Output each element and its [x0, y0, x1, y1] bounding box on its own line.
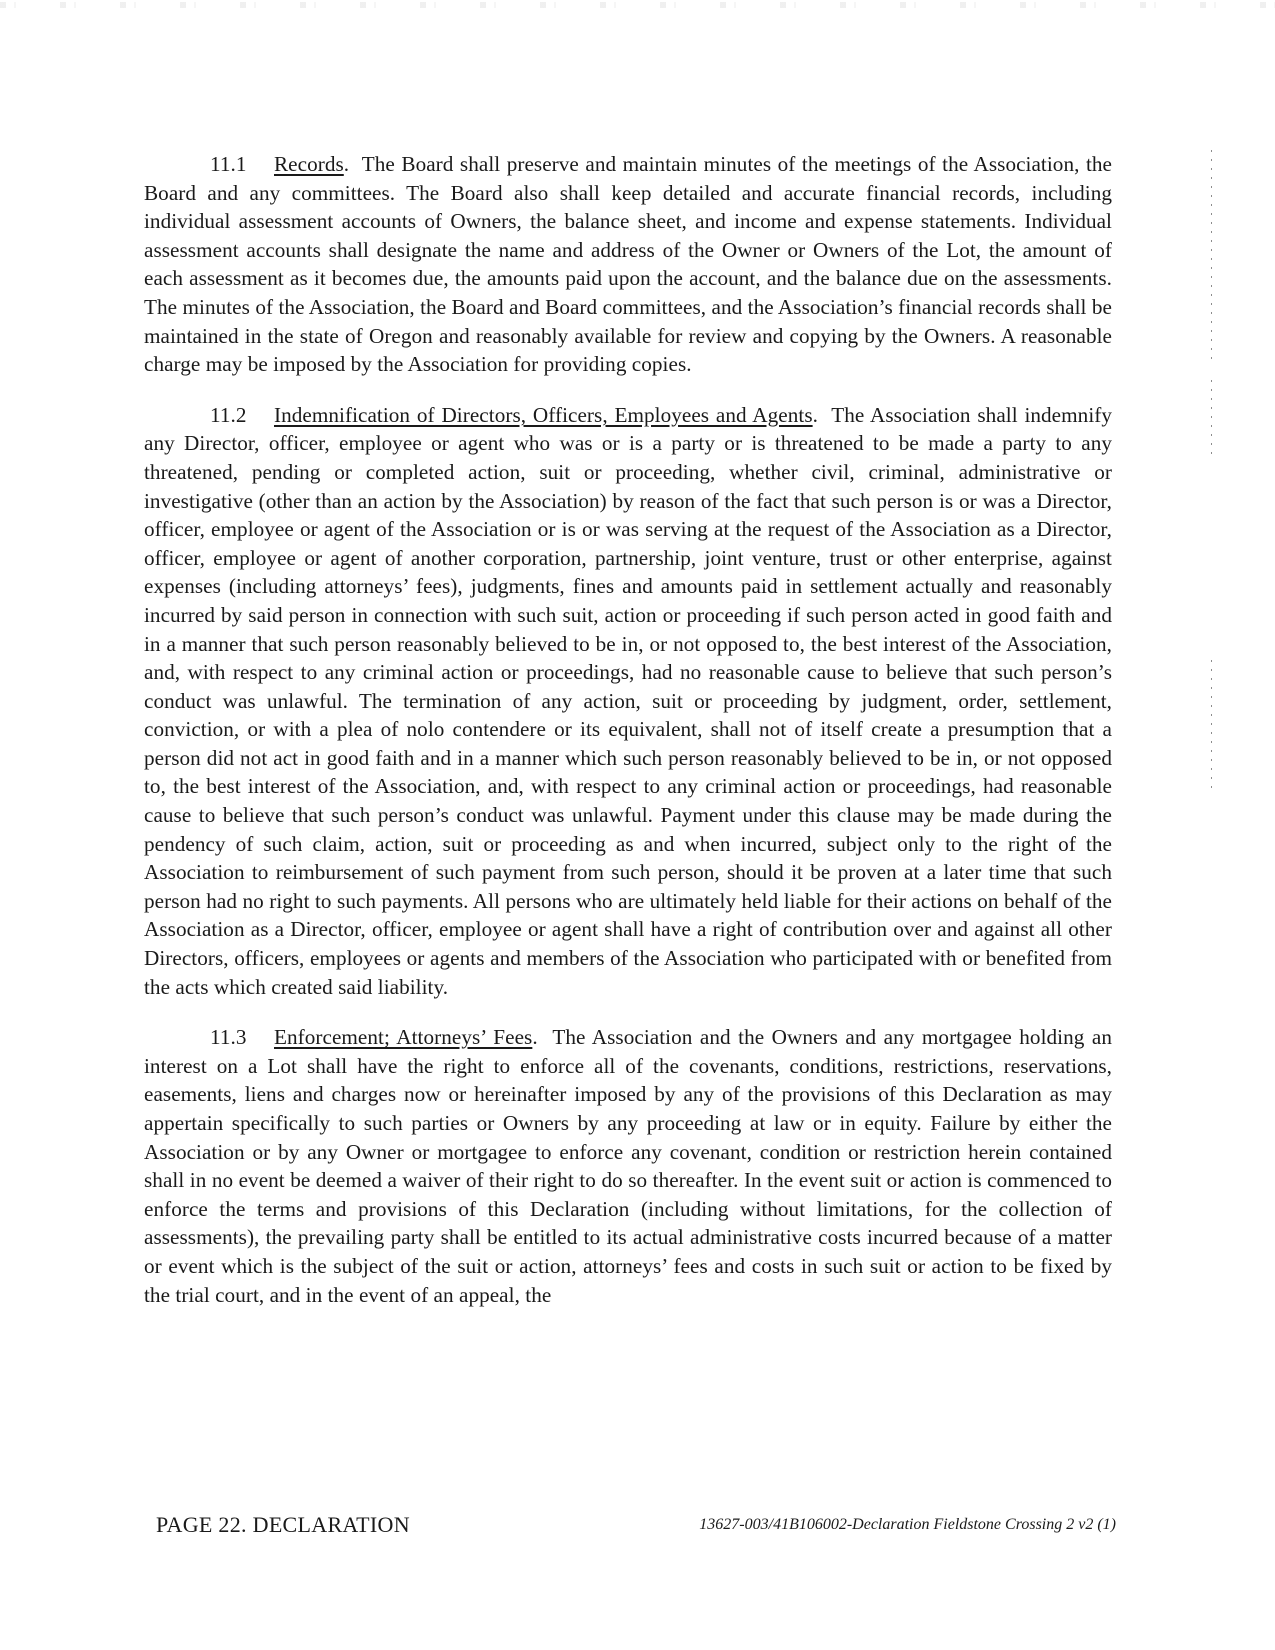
section-heading: Indemnification of Directors, Officers, Employees and Agents: [274, 402, 813, 427]
section-number: 11.1: [210, 152, 247, 176]
scan-artifact-margin: [1211, 660, 1212, 790]
section-heading: Records: [274, 152, 344, 176]
file-reference: 13627-003/41B106002-Declaration Fieldstone Crossing 2 v2 (1): [699, 1516, 1116, 1533]
section-11-2: 11.2 Indemnification of Directors, Officers, Employees and Agents. The Association shall indemnify any Director, officer, employee or agent who was or is a party or is threatened to be made a party to any threatened, pending or completed action, suit or proceeding, whether civil, criminal, administrative or investigative (other than an action by the Association) by reason of the fact that such person is or was a Director, officer, employee or agent of the Association or is or was serving at the request of the Association as a Director, officer, employee or agent of another corporation, partnership, joint venture, trust or other enterprise, against expenses (including attorneys’ fees), judgments, fines and amounts paid in settlement actually and reasonably incurred by said person in connection with such suit, action or proceeding if such person acted in good faith and in a manner that such person reasonably believed to be in, or not opposed to, the best interest of the Association, and, with respect to any criminal action or proceedings, had no reasonable cause to believe that such person’s conduct was unlawful. The termination of any action, suit or proceeding by judgment, order, settlement, conviction, or with a plea of nolo contendere or its equivalent, shall not of itself create a presumption that a person did not act in good faith and in a manner which such person reasonably believed to be in, or not opposed to, the best interest of the Association, and, with respect to any criminal action or proceedings, had reasonable cause to believe that such person’s conduct was unlawful. Payment under this clause may be made during the pendency of such claim, action, suit or proceeding as and when incurred, subject only to the right of the Association to reimbursement of such payment from such person, should it be proven at a later time that such person had no right to such payments. All persons who are ultimately held liable for their actions on behalf of the Association as a Director, officer, employee or agent shall have a right of contribution over and against all other Directors, officers, employees or agents and members of the Association who participated with or benefited from the acts which created said liability.: [144, 402, 1113, 999]
page-label: PAGE 22. DECLARATION: [156, 1512, 410, 1537]
scan-artifact-margin: [1211, 150, 1212, 360]
section-heading: Enforcement; Attorneys’ Fees: [274, 1025, 533, 1050]
scan-artifact-top: [0, 2, 1275, 8]
section-text: The Board shall preserve and maintain minutes of the meetings of the Association, the Board and any committees. The Board also shall keep detailed and accurate financial records, including individual assessment accounts of Owners, the balance sheet, and income and expense statements. Individual assessment accounts shall designate the name and address of the Owner or Owners of the Lot, the amount of each assessment as it becomes due, the amounts paid upon the account, and the balance due on the assessments. The minutes of the Association, the Board and Board committees, and the Association’s financial records shall be maintained in the state of Oregon and reasonably available for review and copying by the Owners. A reasonable charge may be imposed by the Association for providing copies.: [144, 152, 1112, 377]
section-11-3: 11.3 Enforcement; Attorneys’ Fees. The Association and the Owners and any mortgagee holding an interest on a Lot shall have the right to enforce all of the covenants, conditions, restrictions, reservations, easements, liens and charges now or hereinafter imposed by any of the provisions of this Declaration as may appertain specifically to such parties or Owners by any proceeding at law or in equity. Failure by either the Association or by any Owner or mortgagee to enforce any covenant, condition or restriction herein contained shall in no event be deemed a waiver of their right to do so thereafter. In the event suit or action is commenced to enforce the terms and provisions of this Declaration (including without limitations, for the collection of assessments), the prevailing party shall be entitled to its actual administrative costs incurred because of a matter or event which is the subject of the suit or action, attorneys’ fees and costs in such suit or action to be fixed by the trial court, and in the event of an appeal, the: [144, 1025, 1112, 1307]
section-number: 11.3: [210, 1025, 247, 1050]
scan-artifact-margin: [1211, 380, 1212, 460]
section-text: The Association and the Owners and any mortgagee holding an interest on a Lot shall have the right to enforce all of the covenants, conditions, restrictions, reservations, easements, liens and charges now or hereinafter imposed by any of the provisions of this Declaration as may appertain specifically to such parties or Owners by any proceeding at law or in equity. Failure by either the Association or by any Owner or mortgagee to enforce any covenant, condition or restriction herein contained shall in no event be deemed a waiver of their right to do so thereafter. In the event suit or action is commenced to enforce the terms and provisions of this Declaration (including without limitations, for the collection of assessments), the prevailing party shall be entitled to its actual administrative costs incurred because of a matter or event which is the subject of the suit or action, attorneys’ fees and costs in such suit or action to be fixed by the trial court, and in the event of an appeal, the: [144, 1025, 1112, 1307]
page-footer: [156, 1512, 1116, 1542]
section-11-1: 11.1 Records. The Board shall preserve and maintain minutes of the meetings of the Association, the Board and any committees. The Board also shall keep detailed and accurate financial records, including individual assessment accounts of Owners, the balance sheet, and income and expense statements. Individual assessment accounts shall designate the name and address of the Owner or Owners of the Lot, the amount of each assessment as it becomes due, the amounts paid upon the account, and the balance due on the assessments. The minutes of the Association, the Board and Board committees, and the Association’s financial records shall be maintained in the state of Oregon and reasonably available for review and copying by the Owners. A reasonable charge may be imposed by the Association for providing copies.: [144, 152, 1112, 377]
section-text: The Association shall indemnify any Director, officer, employee or agent who was or is a party or is threatened to be made a party to any threatened, pending or completed action, suit or proceeding, whether civil, criminal, administrative or investigative (other than an action by the Association) by reason of the fact that such person is or was a Director, officer, employee or agent of the Association or is or was serving at the request of the Association as a Director, officer, employee or agent of another corporation, partnership, joint venture, trust or other enterprise, against expenses (including attorneys’ fees), judgments, fines and amounts paid in settlement actually and reasonably incurred by said person in connection with such suit, action or proceeding if such person acted in good faith and in a manner that such person reasonably believed to be in, or not opposed to, the best interest of the Association, and, with respect to any criminal action or proceedings, had no reasonable cause to believe that such person’s conduct was unlawful. The termination of any action, suit or proceeding by judgment, order, settlement, conviction, or with a plea of nolo contendere or its equivalent, shall not of itself create a presumption that a person did not act in good faith and in a manner which such person reasonably believed to be in, or not opposed to, the best interest of the Association, and, with respect to any criminal action or proceedings, had reasonable cause to believe that such person’s conduct was unlawful. Payment under this clause may be made during the pendency of such claim, action, suit or proceeding as and when incurred, subject only to the right of the Association to reimbursement of such payment from such person, should it be proven at a later time that such person had no right to such payments. All persons who are ultimately held liable for their actions on behalf of the Association as a Director, officer, employee or agent shall have a right of contribution over and against all other Directors, officers, employees or agents and members of the Association who participated with or benefited from the acts which created said liability.: [144, 402, 1113, 999]
section-number: 11.2: [210, 402, 247, 427]
document-body: [144, 150, 1112, 1331]
